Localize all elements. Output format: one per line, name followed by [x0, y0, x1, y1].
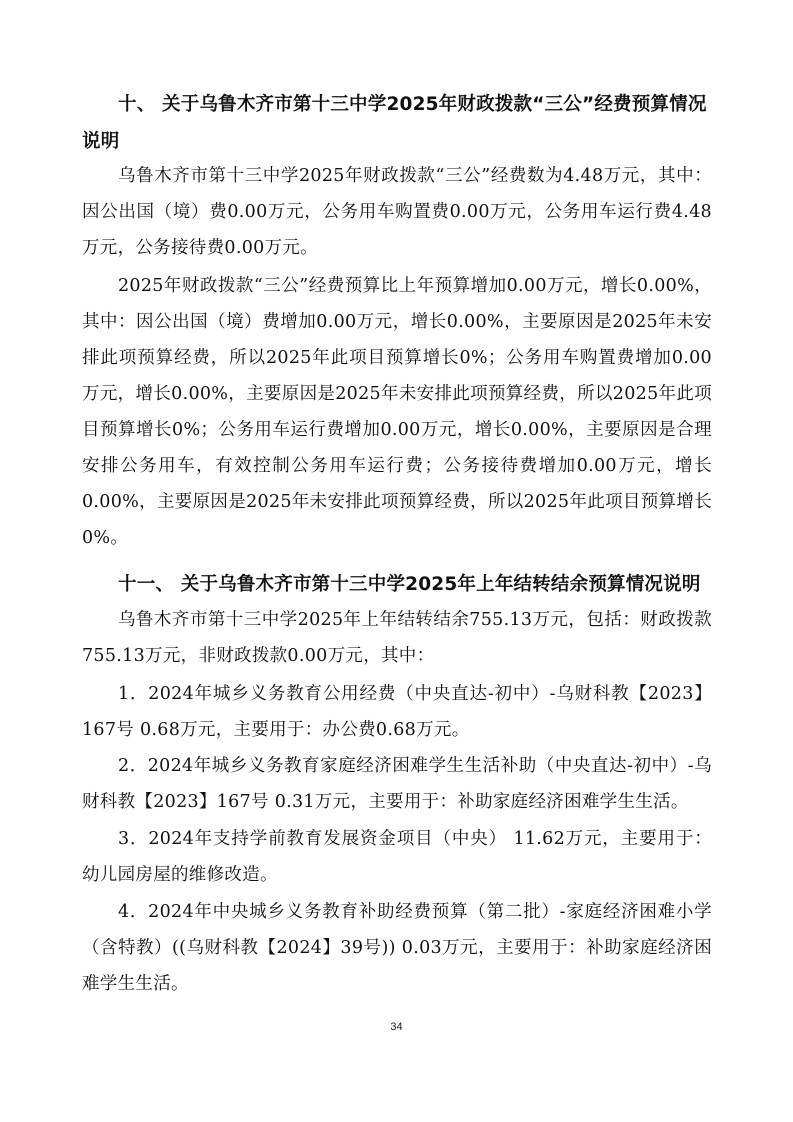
section-11-paragraph-1: 乌鲁木齐市第十三中学2025年上年结转结余755.13万元，包括：财政拨款755.13万元，非财政拨款0.00万元，其中： — [82, 610, 712, 666]
section-11-heading: 十一、 关于乌鲁木齐市第十三中学2025年上年结转结余预算情况说明 — [118, 574, 701, 595]
section-10-paragraph-1: 乌鲁木齐市第十三中学2025年财政拨款“三公”经费数为4.48万元，其中：因公出国（境）费0.00万元，公务用车购置费0.00万元，公务用车运行费4.48万元，公务接待费0.00万元。 — [82, 166, 712, 258]
section-11-item-3: 3．2024年支持学前教育发展资金项目（中央） 11.62万元，主要用于：幼儿园房屋的维修改造。 — [82, 829, 712, 885]
page-number: 34 — [390, 1021, 403, 1033]
section-11-item-4: 4．2024年中央城乡义务教育补助经费预算（第二批）-家庭经济困难小学（含特教）((乌财科教【2024】39号)) 0.03万元，主要用于：补助家庭经济困难学生生活。 — [82, 902, 712, 994]
section-11-item-1: 1．2024年城乡义务教育公用经费（中央直达-初中）-乌财科教【2023】167号 0.68万元，主要用于：办公费0.68万元。 — [82, 684, 712, 740]
section-10-paragraph-2: 2025年财政拨款“三公”经费预算比上年预算增加0.00万元，增长0.00%，其中：因公出国（境）费增加0.00万元，增长0.00%，主要原因是2025年未安排此项预算经费，所以2025年此项目预算增长0%；公务用车购置费增加0.00万元，增长0.00%，主要原因是2025年未安排此项预算经费，所以2025年此项目预算增长0%；公务用车运行费增加0.00万元，增长0.00%，主要原因是合理安排公务用车，有效控制公务用车运行费；公务接待费增加0.00万元，增长0.00%，主要原因是2025年未安排此项预算经费，所以2025年此项目预算增长0%。 — [82, 276, 712, 548]
section-10-heading: 十、 关于乌鲁木齐市第十三中学2025年财政拨款“三公”经费预算情况说明 — [82, 94, 707, 152]
section-11-item-2: 2．2024年城乡义务教育家庭经济困难学生生活补助（中央直达-初中）-乌财科教【2023】167号 0.31万元，主要用于：补助家庭经济困难学生生活。 — [82, 756, 712, 812]
